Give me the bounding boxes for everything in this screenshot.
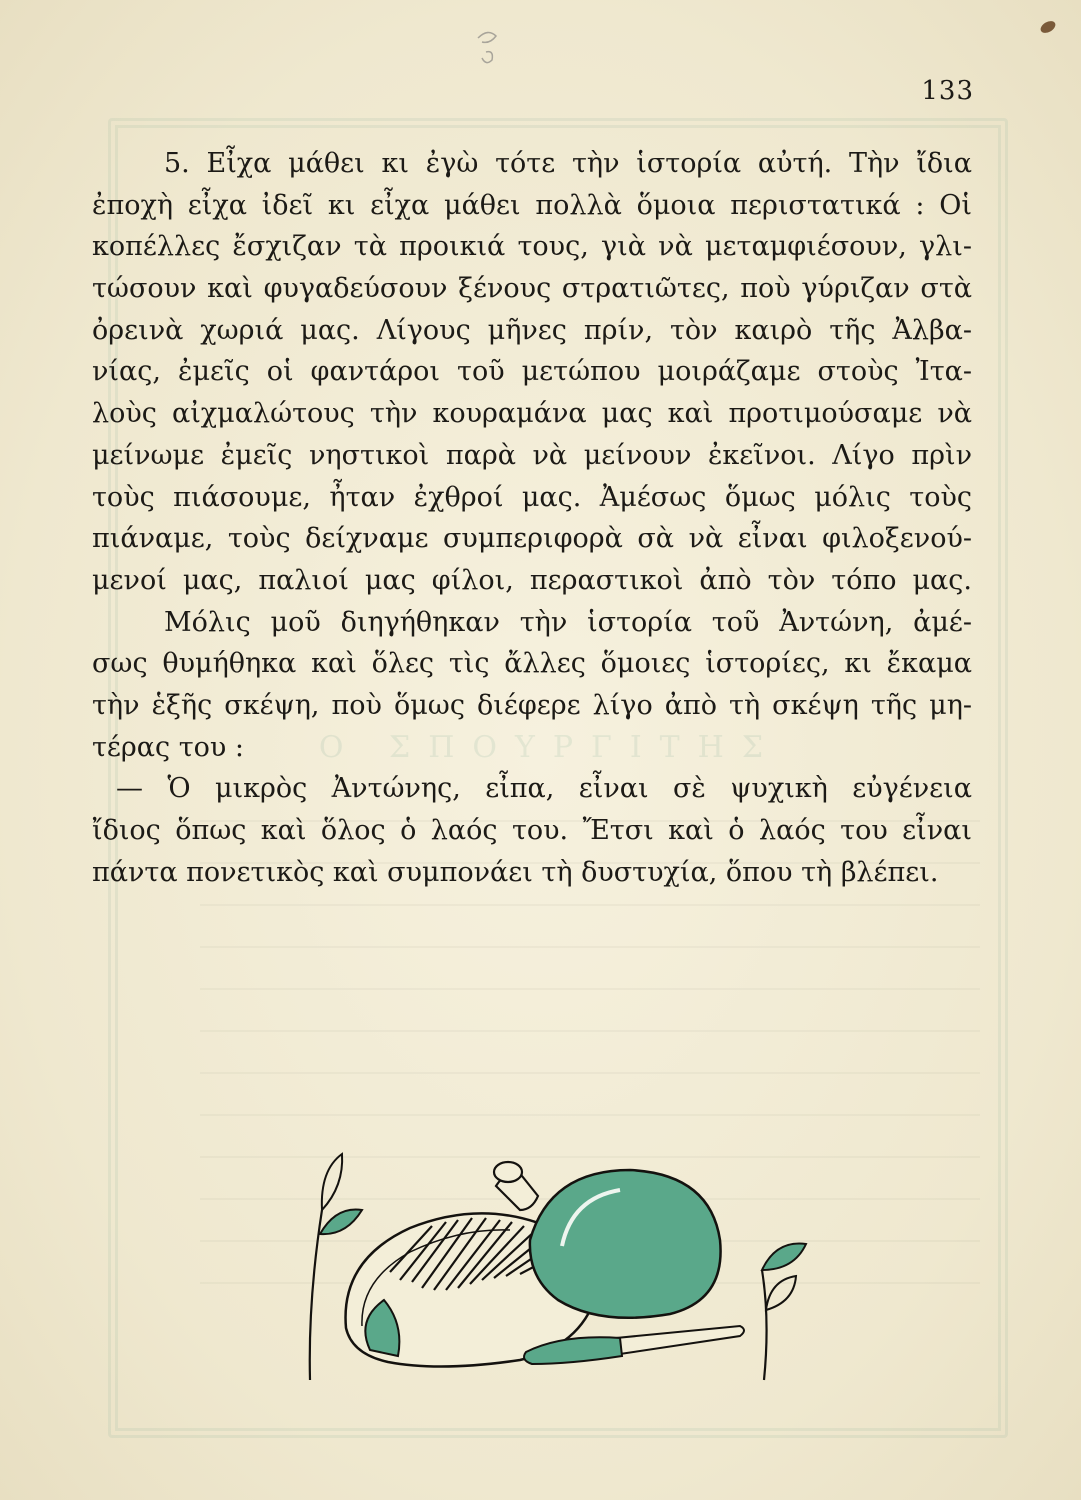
text-line: πιάναμε, τοὺς δείχναμε συμπεριφορὰ σὰ νὰ εἶναι φιλοξενού- — [92, 523, 972, 555]
left-sprout-stem — [310, 1210, 322, 1380]
paragraph-1 — [92, 143, 972, 602]
text-line: ἐποχὴ εἶχα ἰδεῖ κι εἶχα μάθει πολλὰ ὅμοια περιστατικά : Οἱ — [92, 189, 972, 221]
pencil-mark-icon — [468, 28, 508, 72]
text-line: νίας, ἐμεῖς οἱ φαντάροι τοῦ μετώπου μοιράζαμε στοὺς Ἰτα- — [92, 356, 972, 388]
text-line: πάντα πονετικὸς καὶ συμπονάει τὴ δυστυχία, ὅπου τὴ βλέπει. — [92, 856, 939, 888]
bleed-through-title: Ο ΣΠΟΥΡΓΙΤΗΣ — [318, 730, 782, 765]
text-line: τοὺς πιάσουμε, ἦταν ἐχθροί μας. Ἀμέσως ὅμως μόλις τοὺς — [92, 481, 972, 513]
left-sprout-leaf-1 — [322, 1154, 342, 1210]
ink-spot — [1039, 19, 1058, 36]
page-number: 133 — [921, 76, 974, 106]
text-line: σως θυμήθηκα καὶ ὅλες τὶς ἄλλες ὅμοιες ἱστορίες, κι ἔκαμα — [92, 648, 972, 680]
text-line: — Ὁ μικρὸς Ἀντώνης, εἶπα, εἶναι σὲ ψυχικὴ εὐγένεια — [116, 773, 972, 805]
body-text — [92, 143, 972, 893]
text-line: 5. Εἶχα μάθει κι ἐγὼ τότε τὴν ἱστορία αὐτή. Τὴν ἴδια — [164, 148, 972, 179]
text-line: τέρας του : — [92, 731, 245, 763]
right-sprout-leaf-2 — [766, 1276, 796, 1310]
text-line: τώσουν καὶ φυγαδεύσουν ξένους στρατιῶτες, ποὺ γύριζαν στὰ — [92, 273, 972, 305]
bottle-cork — [494, 1162, 522, 1182]
text-line: μείνωμε ἐμεῖς νηστικοὶ παρὰ νὰ μείνουν ἐκεῖνοι. Λίγο πρὶν — [92, 439, 972, 471]
text-line: ὀρεινὰ χωριά μας. Λίγους μῆνες πρίν, τὸν καιρὸ τῆς Ἀλβα- — [92, 314, 972, 346]
text-line: τὴν ἑξῆς σκέψη, ποὺ ὅμως διέφερε λίγο ἀπὸ τὴ σκέψη τῆς μη- — [92, 689, 972, 721]
bottle-body — [530, 1170, 721, 1318]
still-life-illustration — [300, 1150, 820, 1390]
text-line: κοπέλλες ἔσχιζαν τὰ προικιά τους, γιὰ νὰ μεταμφιέσουν, γλι- — [92, 231, 972, 263]
right-sprout-stem — [762, 1270, 767, 1380]
text-line: μενοί μας, παλιοί μας φίλοι, περαστικοὶ ἀπὸ τὸν τόπο μας. — [92, 564, 972, 596]
right-sprout-leaf-1 — [762, 1244, 806, 1270]
knife-blade — [616, 1326, 744, 1354]
text-line: λοὺς αἰχμαλώτους τὴν κουραμάνα μας καὶ προτιμούσαμε νὰ — [92, 398, 972, 430]
text-line: ἴδιος ὅπως καὶ ὅλος ὁ λαός του. Ἔτσι καὶ ὁ λαός του εἶναι — [92, 815, 972, 846]
left-sprout-leaf-2 — [320, 1210, 362, 1235]
paragraph-3 — [92, 768, 972, 893]
text-line: Μόλις μοῦ διηγήθηκαν τὴν ἱστορία τοῦ Ἀντώνη, ἀμέ- — [164, 606, 972, 638]
paragraph-2 — [92, 602, 972, 769]
